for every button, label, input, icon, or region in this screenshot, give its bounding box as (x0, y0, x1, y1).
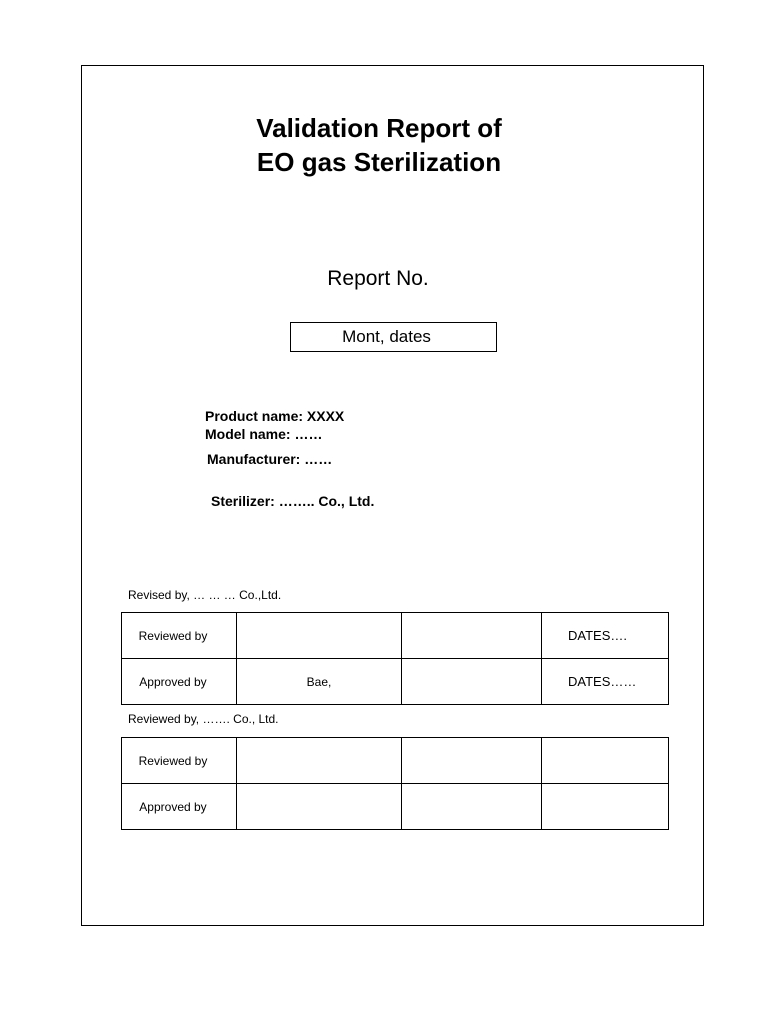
manufacturer-line: Manufacturer: …… (207, 451, 333, 467)
name-cell: Bae, (237, 659, 402, 705)
name-cell (237, 784, 402, 830)
extra-cell (402, 613, 542, 659)
revised-by-caption: Revised by, … … … Co.,Ltd. (128, 588, 282, 602)
table-row (122, 738, 669, 784)
date-cell (542, 738, 669, 784)
date-cell: DATES…… (542, 659, 669, 705)
signature-table-reviewed (121, 737, 669, 830)
model-name-line: Model name: …… (205, 426, 323, 442)
date-cell (542, 784, 669, 830)
product-name-line: Product name: XXXX (205, 408, 345, 424)
sterilizer-line: Sterilizer: …….. Co., Ltd. (211, 493, 375, 509)
table-row (122, 659, 669, 705)
name-cell (237, 613, 402, 659)
document-title-line-1: Validation Report of (256, 113, 502, 143)
document-title-line-2: EO gas Sterilization (256, 147, 502, 177)
report-number-label: Report No. (327, 267, 429, 290)
table-row (122, 613, 669, 659)
date-cell: DATES…. (542, 613, 669, 659)
name-cell (237, 738, 402, 784)
table-row (122, 784, 669, 830)
signature-table-revised (121, 612, 669, 705)
role-cell: Approved by (122, 784, 237, 830)
extra-cell (402, 659, 542, 705)
month-date-box: Mont, dates (290, 322, 497, 352)
extra-cell (402, 784, 542, 830)
role-cell: Approved by (122, 659, 237, 705)
reviewed-by-caption: Reviewed by, ……. Co., Ltd. (128, 712, 279, 726)
role-cell: Reviewed by (122, 738, 237, 784)
extra-cell (402, 738, 542, 784)
role-cell: Reviewed by (122, 613, 237, 659)
